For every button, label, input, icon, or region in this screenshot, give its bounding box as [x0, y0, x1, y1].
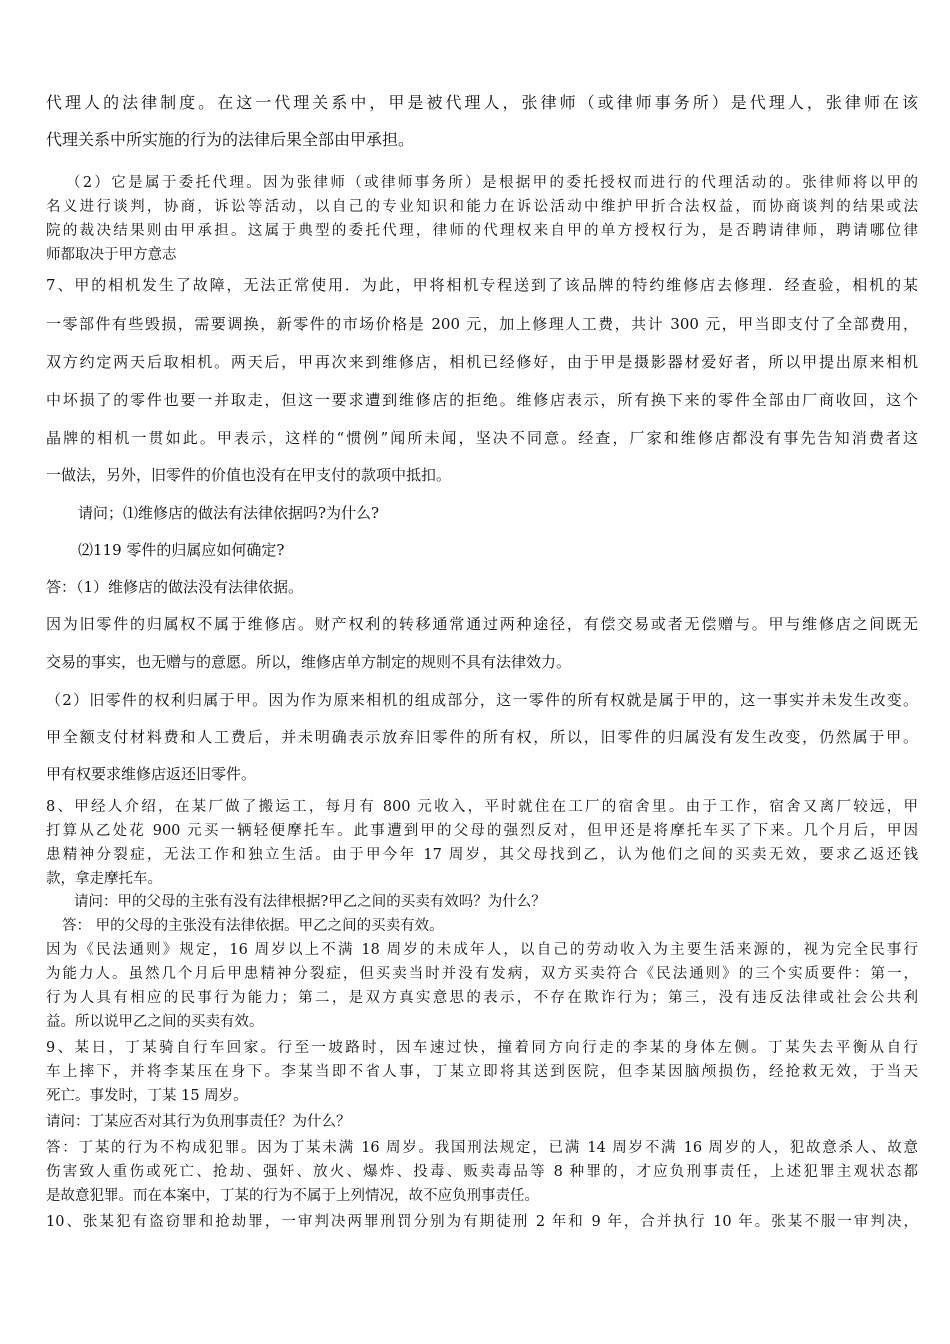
- q9-line-3: 死亡。事发时，丁某 15 周岁。: [46, 1088, 248, 1104]
- q7-answer-2-line-1: 因为旧零件的归属权不属于维修店。财产权利的转移通常通过两种途径，有偿交易或者无偿赠与。甲与维修店之间既无: [46, 615, 918, 633]
- q7-question-2: ⑵119 零件的归属应如何确定?: [78, 541, 285, 559]
- q9-line-2: 车上摔下，并将李某压在身下。李某当即不省人事，丁某立即将其送到医院，但李某因脑颅损伤，经抢救无效，于当天: [46, 1064, 918, 1080]
- q8-reason-2: 为能力人。虽然几个月后甲患精神分裂症，但买卖当时并没有发病，双方买卖符合《民法通则》的三个实质要件：第一，: [46, 966, 918, 982]
- q7-line-3: 双方约定两天后取相机。两天后，甲再次来到维修店，相机已经修好，由于甲是摄影器材爱好者，所以甲提出原来相机: [46, 353, 918, 371]
- q8-line-1: 8、甲经人介绍，在某厂做了搬运工，每月有 800 元收入，平时就住在工厂的宿舍里。由于工作，宿舍又离厂较远，甲: [46, 799, 918, 815]
- q7-question-1: 请问；⑴维修店的做法有法律依据吗?为什么?: [78, 504, 380, 522]
- q7-answer-3-line-1: （2）旧零件的权利归属于甲。因为作为原来相机的组成部分，这一零件的所有权就是属于甲的，这一事实并未发生改变。: [46, 691, 918, 709]
- q8-line-4: 款，拿走摩托车。: [46, 871, 162, 887]
- q7-line-4: 中坏损了的零件也要一并取走，但这一要求遭到维修店的拒绝。维修店表示，所有换下来的零件全部由厂商收回，这个: [46, 391, 918, 409]
- intro-line-1: 代理人的法律制度。在这一代理关系中，甲是被代理人，张律师（或律师事务所）是代理人，张律师在该: [46, 93, 918, 112]
- q7-answer-1: 答：（1）维修店的做法没有法律依据。: [46, 578, 304, 596]
- q8-line-2: 打算从乙处花 900 元买一辆轻便摩托车。此事遭到甲的父母的强烈反对，但甲还是将摩托车买了下来。几个月后，甲因: [46, 823, 918, 839]
- answer2-line-1: （2）它是属于委托代理。因为张律师（或律师事务所）是根据甲的委托授权而进行的代理活动的。张律师将以甲的: [66, 175, 918, 191]
- q7-line-1: 7、甲的相机发生了故障，无法正常使用．为此，甲将相机专程送到了该品牌的特约维修店去修理．经查验，相机的某: [46, 276, 918, 294]
- q7-line-6: 一做法，另外，旧零件的价值也没有在甲支付的款项中抵扣。: [46, 466, 452, 484]
- intro-line-2: 代理关系中所实施的行为的法律后果全部由甲承担。: [46, 130, 415, 149]
- q7-answer-2-line-2: 交易的事实，也无赠与的意愿。所以，维修店单方制定的规则不具有法律效力。: [46, 653, 572, 671]
- answer2-line-3: 院的裁决结果则由甲承担。这属于典型的委托代理，律师的代理权来自甲的单方授权行为，是否聘请律师，聘请哪位律: [46, 223, 918, 239]
- q8-line-3: 患精神分裂症，无法工作和独立生活。由于甲今年 17 周岁，其父母找到乙，认为他们之间的买卖无效，要求乙返还钱: [46, 847, 918, 863]
- q9-answer-3: 是故意犯罪。而在本案中，丁某的行为不属于上列情况，故不应负刑事责任。: [46, 1188, 539, 1204]
- q7-answer-3-line-2: 甲全额支付材料费和人工费后，并未明确表示放弃旧零件的所有权，所以，旧零件的归属没有发生改变，仍然属于甲。: [46, 728, 918, 746]
- q8-reason-3: 行为人具有相应的民事行为能力；第二，是双方真实意思的表示，不存在欺诈行为；第三，没有违反法律或社会公共利: [46, 990, 918, 1006]
- q9-answer-1: 答：丁某的行为不构成犯罪。因为丁某未满 16 周岁。我国刑法规定，已满 14 周岁不满 16 周岁的人，犯故意杀人、故意: [46, 1140, 918, 1156]
- answer2-line-2: 名义进行谈判，协商，诉讼等活动，以自己的专业知识和能力在诉讼活动中维护甲折合法权益，而协商谈判的结果或法: [46, 199, 918, 215]
- q8-reason-4: 益。所以说甲乙之间的买卖有效。: [46, 1014, 264, 1030]
- q8-answer: 答： 甲的父母的主张没有法律依据。甲乙之间的买卖有效。: [62, 918, 444, 934]
- answer2-line-4: 师都取决于甲方意志: [46, 247, 177, 263]
- q9-answer-2: 伤害致人重伤或死亡、抢劫、强奸、放火、爆炸、投毒、贩卖毒品等 8 种罪的，才应负刑事责任，上述犯罪主观状态都: [46, 1164, 918, 1180]
- q8-reason-1: 因为《民法通则》规定，16 周岁以上不满 18 周岁的未成年人，以自己的劳动收入为主要生活来源的，视为完全民事行: [46, 942, 918, 958]
- q9-line-1: 9、某日，丁某骑自行车回家。行至一坡路时，因车速过快，撞着同方向行走的李某的身体左侧。丁某失去平衡从自行: [46, 1040, 918, 1056]
- q7-line-2: 一零部件有些毁损，需要调换，新零件的市场价格是 200 元，加上修理人工费，共计 300 元，甲当即支付了全部费用，: [46, 315, 918, 333]
- q9-question: 请问：丁某应否对其行为负刑事责任？为什么？: [46, 1114, 351, 1130]
- q7-answer-3-line-3: 甲有权要求维修店返还旧零件。: [46, 765, 257, 783]
- q7-line-5: 晶牌的相机一贯如此。甲表示，这样的“惯例”闻所未闻，坚决不同意。经查，厂家和维修店都没有事先告知消费者这: [46, 429, 918, 447]
- q10-line-1: 10、张某犯有盗窃罪和抢劫罪，一审判决两罪刑罚分别为有期徒刑 2 年和 9 年，合并执行 10 年。张某不服一审判决，: [46, 1214, 918, 1230]
- q8-question: 请问：甲的父母的主张有没有法律根据?甲乙之间的买卖有效吗？为什么？: [74, 894, 546, 910]
